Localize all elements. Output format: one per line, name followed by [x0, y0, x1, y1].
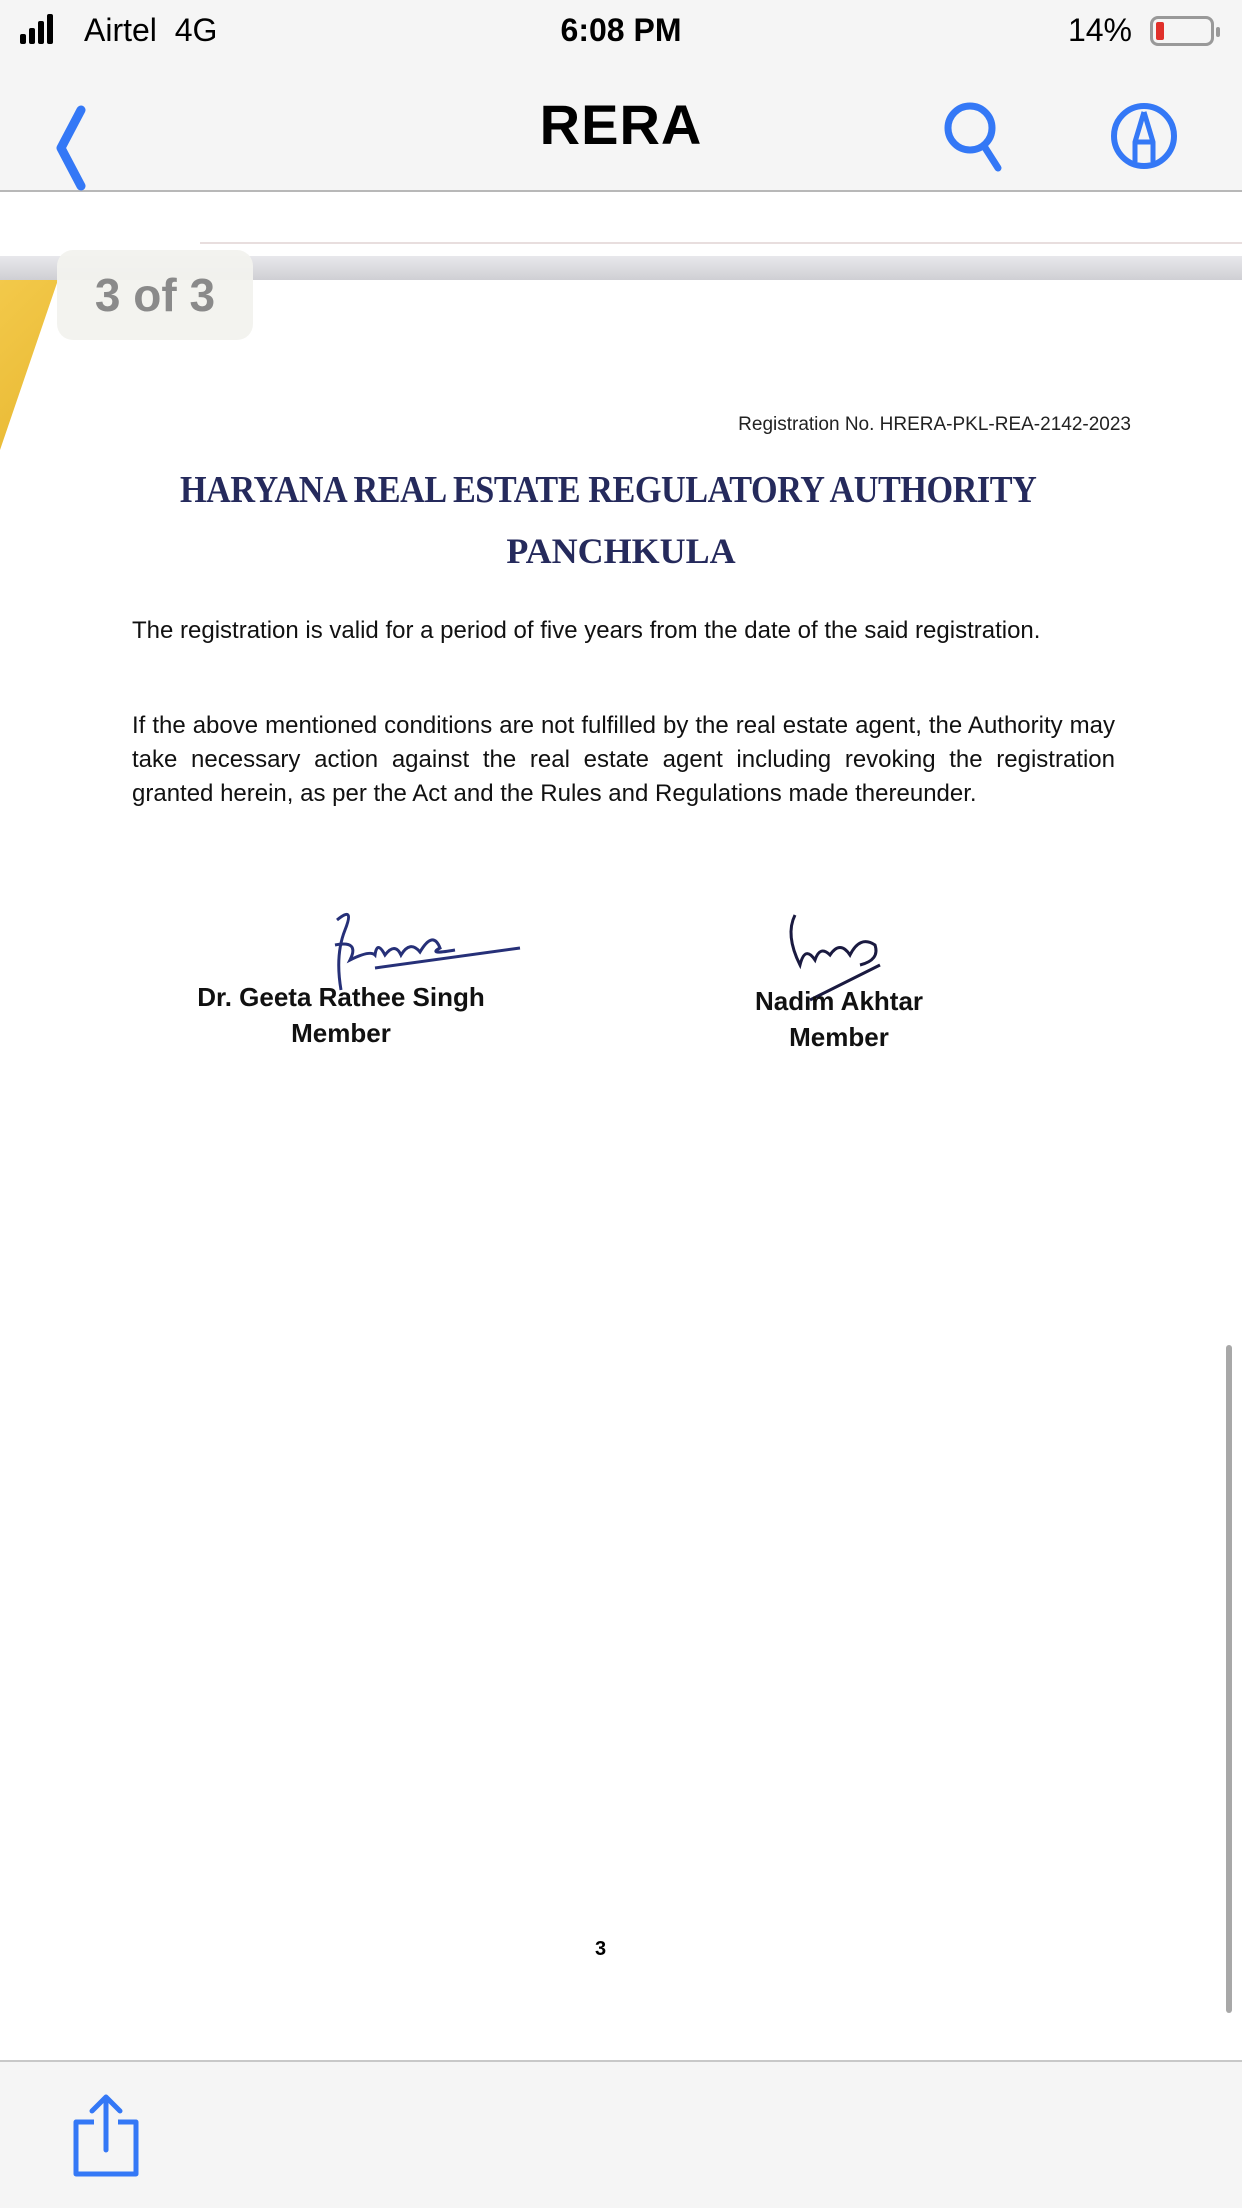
signatory-name: Nadim Akhtar — [754, 986, 924, 1016]
signatory-role: Member — [789, 1022, 889, 1052]
page-number: 3 — [595, 1938, 607, 1960]
city-heading: PANCHKULA — [506, 531, 736, 571]
clock: 6:08 PM — [560, 12, 682, 48]
battery-icon — [1150, 16, 1214, 46]
previous-page-edge — [0, 192, 1242, 256]
signatory-name: Dr. Geeta Rathee Singh — [197, 982, 485, 1012]
search-icon[interactable] — [936, 92, 1016, 182]
conditions-paragraph: If the above mentioned conditions are not fulfilled by the real estate agent, the Authority may take necessary action against the real estate agent including revoking the registration granted herein, as per the Act and the Rules and Regulations made thereunder. — [132, 712, 1115, 807]
status-bar — [0, 0, 1242, 80]
battery-percent: 14% — [1067, 12, 1132, 48]
authority-heading: HARYANA REAL ESTATE REGULATORY AUTHORITY — [180, 469, 1037, 511]
scrollbar[interactable] — [1226, 1345, 1232, 2013]
carrier: Airtel 4G — [84, 12, 218, 48]
share-icon[interactable] — [66, 2092, 146, 2182]
page-indicator: 3 of 3 — [57, 250, 253, 340]
nav-bar — [0, 80, 1242, 192]
nav-title: RERA — [539, 93, 703, 156]
markup-pen-icon[interactable] — [1104, 90, 1184, 180]
bottom-toolbar — [0, 2060, 1242, 2208]
signatory-role: Member — [291, 1018, 391, 1048]
registration-number: Registration No. HRERA-PKL-REA-2142-2023 — [738, 414, 1131, 435]
validity-paragraph: The registration is valid for a period of five years from the date of the said registration. — [132, 617, 1041, 644]
